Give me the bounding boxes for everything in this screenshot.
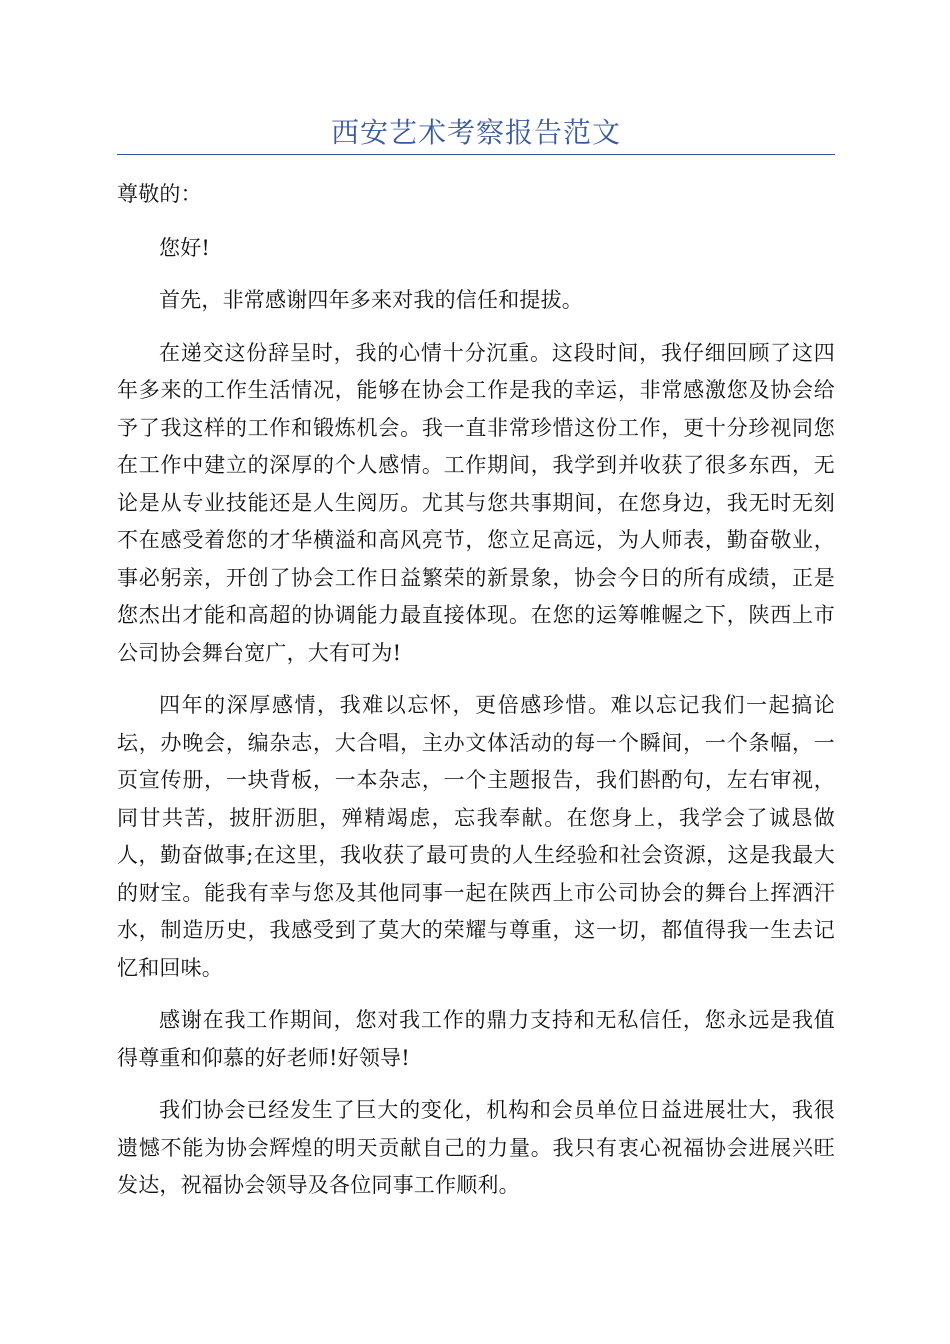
- paragraph: 首先，非常感谢四年多来对我的信任和提拔。: [159, 288, 583, 312]
- paragraph: 感谢在我工作期间，您对我工作的鼎力支持和无私信任，您永远是我值得尊重和仰慕的好老师!好领导!: [117, 1008, 835, 1070]
- title-underline: [117, 154, 835, 155]
- paragraph: 四年的深厚感情，我难以忘怀，更倍感珍惜。难以忘记我们一起搞论坛，办晚会，编杂志，大合唱，主办文体活动的每一个瞬间，一个条幅，一页宣传册，一块背板，一本杂志，一个主题报告，我们斟酌句，左右审视，同甘共苦，披肝沥胆，殚精竭虑，忘我奉献。在您身上，我学会了诚恳做人，勤奋做事;在这里，我收获了最可贵的人生经验和社会资源，这是我最大的财宝。能我有幸与您及其他同事一起在陕西上市公司协会的舞台上挥洒汗水，制造历史，我感受到了莫大的荣耀与尊重，这一切，都值得我一生去记忆和回味。: [117, 693, 835, 980]
- document-body: [117, 176, 835, 1220]
- salutation: 尊敬的：: [117, 182, 202, 206]
- paragraph: 在递交这份辞呈时，我的心情十分沉重。这段时间，我仔细回顾了这四年多来的工作生活情况，能够在协会工作是我的幸运，非常感激您及协会给予了我这样的工作和锻炼机会。我一直非常珍惜这份工作，更十分珍视同您在工作中建立的深厚的个人感情。工作期间，我学到并收获了很多东西，无论是从专业技能还是人生阅历。尤其与您共事期间，在您身边，我无时无刻不在感受着您的才华横溢和高风亮节，您立足高远，为人师表，勤奋敬业，事必躬亲，开创了协会工作日益繁荣的新景象，协会今日的所有成绩，正是您杰出才能和高超的协调能力最直接体现。在您的运筹帷幄之下，陕西上市公司协会舞台宽广，大有可为!: [117, 340, 835, 665]
- greeting: 您好!: [159, 235, 211, 260]
- paragraph: 我们协会已经发生了巨大的变化，机构和会员单位日益进展壮大，我很遗憾不能为协会辉煌的明天贡献自己的力量。我只有衷心祝福协会进展兴旺发达，祝福协会领导及各位同事工作顺利。: [117, 1098, 835, 1197]
- document-title: 西安艺术考察报告范文: [330, 116, 621, 149]
